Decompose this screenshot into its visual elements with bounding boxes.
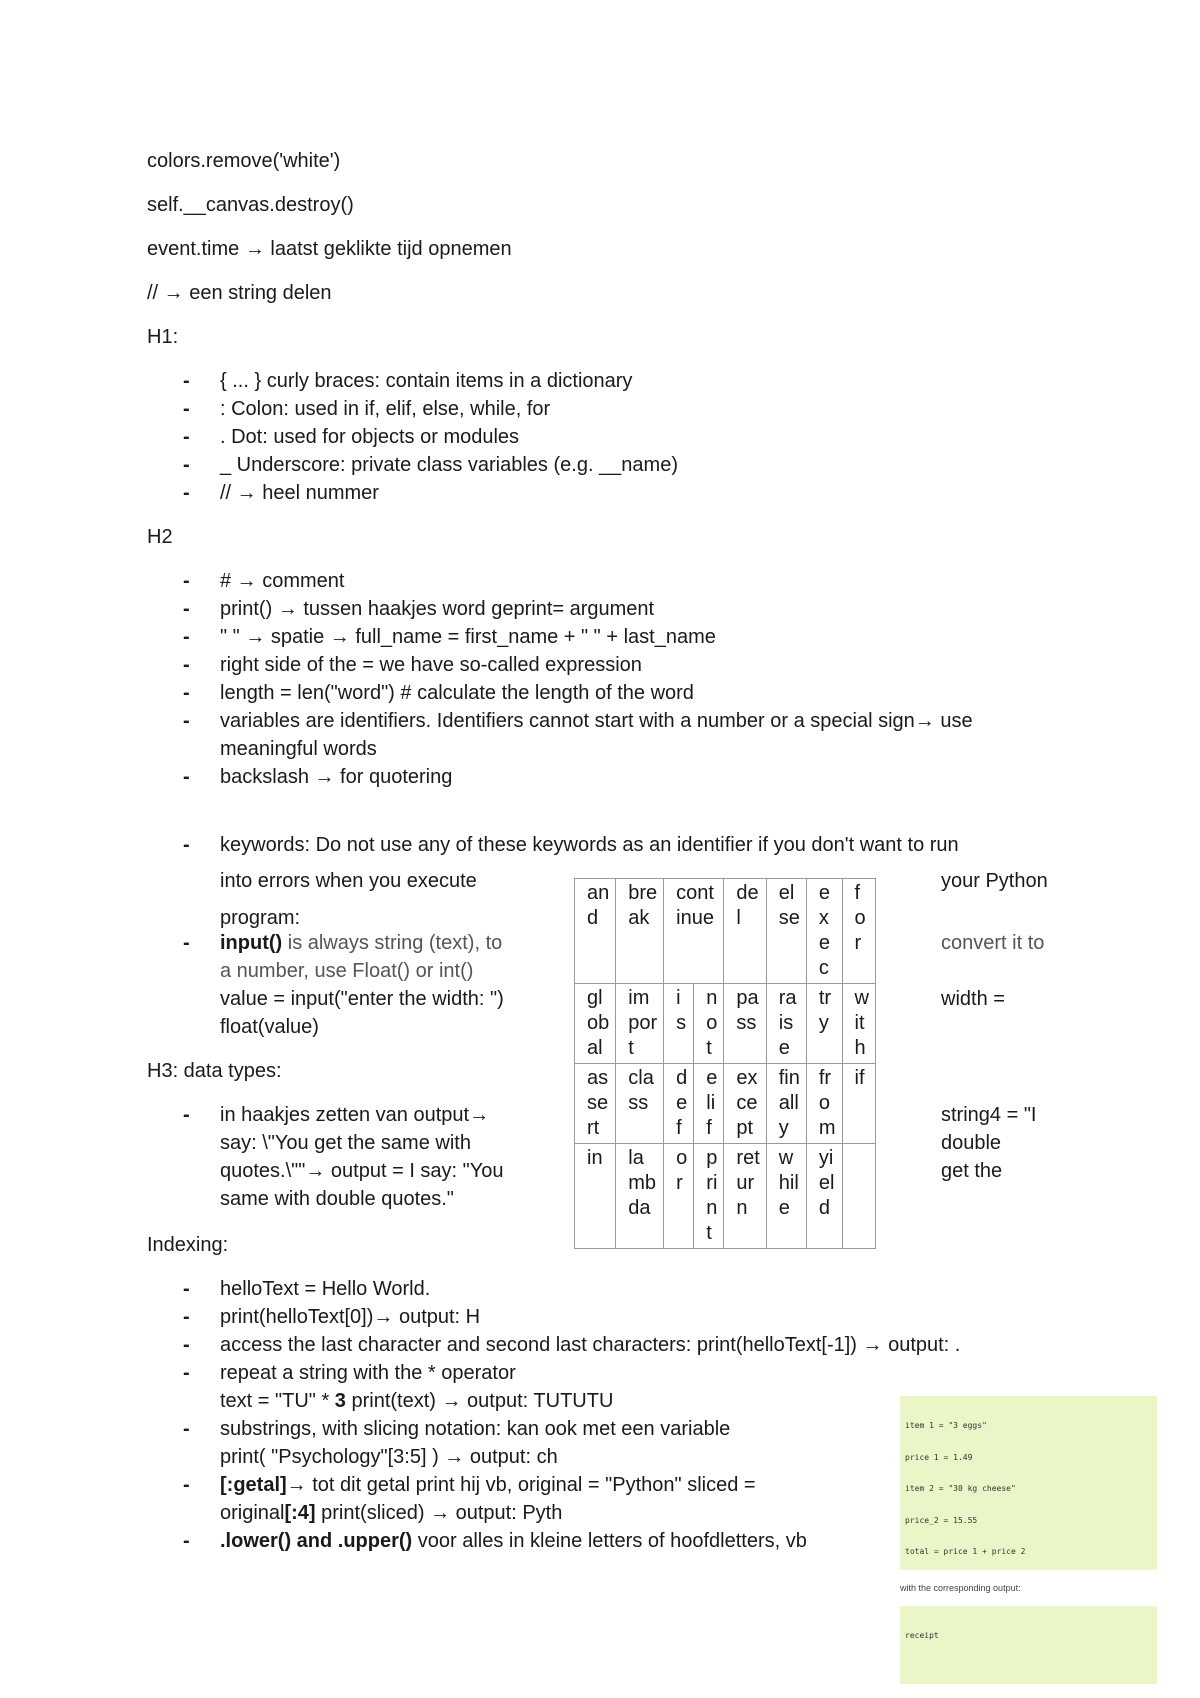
list-item <box>220 1500 562 1527</box>
text-line: colors.remove('white') <box>147 150 341 172</box>
keywords-line2-left: into errors when you execute <box>220 870 477 892</box>
code-line: total = price 1 + price 2 <box>905 1547 1026 1556</box>
table-cell: tr y <box>806 984 842 1064</box>
table-cell: ret ur n <box>724 1144 766 1249</box>
bullet: - <box>183 598 190 620</box>
text-run: repeat a string with the * operator <box>220 1362 516 1384</box>
input-bold: input() <box>220 932 283 954</box>
bullet: - <box>183 1104 190 1126</box>
bold-run: [:4] <box>284 1502 316 1524</box>
table-cell: as se rt <box>575 1064 616 1144</box>
bullet: - <box>183 766 190 788</box>
keywords-line3: program: <box>220 907 301 929</box>
h3-line3: quotes.\""→ output = I say: "You <box>220 1160 504 1182</box>
bullet: - <box>183 932 190 954</box>
text-run: print(helloText[0])→ output: H <box>220 1306 481 1328</box>
text-line: // → een string delen <box>147 282 332 304</box>
table-row <box>575 1064 876 1144</box>
keyword-table <box>574 878 876 1249</box>
input-line3: value = input("enter the width: ") <box>220 988 504 1010</box>
text-run: helloText = Hello World. <box>220 1278 431 1300</box>
table-cell: fin all y <box>766 1064 806 1144</box>
table-cell: im por t <box>616 984 664 1064</box>
table-cell: ra is e <box>766 984 806 1064</box>
h3-line1-right: string4 = "I <box>941 1104 1037 1126</box>
list-item-keywords: keywords: Do not use any of these keywords as an identifier if you don't want to run <box>220 834 959 856</box>
code-line: item 2 = "30 kg cheese" <box>905 1484 1016 1493</box>
bullet: - <box>183 654 190 676</box>
list-item: " " → spatie → full_name = first_name + " " + last_name <box>220 626 716 648</box>
bullet: - <box>183 482 190 504</box>
code-line: price_2 = 15.55 <box>905 1515 978 1525</box>
input-line1-right: convert it to <box>941 932 1045 954</box>
section-heading-h3: H3: data types: <box>147 1060 282 1082</box>
input-line1-rest: is always string (text), to <box>282 932 503 954</box>
list-item <box>220 1472 756 1499</box>
h3-line1: in haakjes zetten van output→ <box>220 1104 490 1126</box>
bullet: - <box>183 682 190 704</box>
bullet: - <box>183 426 190 448</box>
h3-line2: say: \"You get the same with <box>220 1132 471 1154</box>
list-item: backslash → for quotering <box>220 766 453 788</box>
table-cell: w it h <box>842 984 875 1064</box>
bullet: - <box>183 370 190 392</box>
bold-run: [:getal] <box>220 1474 287 1496</box>
output-line <box>905 1684 1152 1685</box>
table-cell: bre ak <box>616 879 664 984</box>
table-cell: p ri n t <box>694 1144 724 1249</box>
text-run: voor alles in kleine letters of hoofdletters, vb <box>412 1530 807 1552</box>
table-cell: pa ss <box>724 984 766 1064</box>
text-run: text = "TU" * <box>220 1390 335 1412</box>
text-run: print( "Psychology"[3:5] ) → output: ch <box>220 1446 558 1468</box>
list-item <box>220 1304 480 1331</box>
list-item-continuation: meaningful words <box>220 738 377 760</box>
h3-line4: same with double quotes." <box>220 1188 454 1210</box>
list-item: { ... } curly braces: contain items in a dictionary <box>220 370 633 392</box>
table-cell: la mb da <box>616 1144 664 1249</box>
table-cell: fr o m <box>806 1064 842 1144</box>
text-line: self.__canvas.destroy() <box>147 194 354 216</box>
bullet: - <box>183 570 190 592</box>
code-screenshot <box>900 1396 1157 1570</box>
list-item <box>220 1416 730 1443</box>
list-item: : Colon: used in if, elif, else, while, for <box>220 398 551 420</box>
table-cell: o r <box>664 1144 694 1249</box>
code-line: price 1 = 1.49 <box>905 1452 973 1462</box>
list-item: # → comment <box>220 570 345 592</box>
bold-run: 3 <box>334 1390 346 1412</box>
text-run: print(text) → output: TUTUTU <box>345 1390 614 1412</box>
table-cell: f o r <box>842 879 875 984</box>
keywords-line2-right: your Python <box>941 870 1048 892</box>
h3-line3-right: get the <box>941 1160 1003 1182</box>
table-row <box>575 1144 876 1249</box>
section-heading-h1: H1: <box>147 326 179 348</box>
list-item: right side of the = we have so-called expression <box>220 654 642 676</box>
list-item: . Dot: used for objects or modules <box>220 426 520 448</box>
table-cell: d e f <box>664 1064 694 1144</box>
table-cell: cont inue <box>664 879 724 984</box>
list-item <box>220 1444 558 1471</box>
input-line4: float(value) <box>220 1016 319 1038</box>
bullet: - <box>183 1474 190 1496</box>
bullet: - <box>183 1334 190 1356</box>
text-line: event.time → laatst geklikte tijd opnemen <box>147 238 512 260</box>
output-line: receipt <box>905 1631 939 1640</box>
list-item: print() → tussen haakjes word geprint= argument <box>220 598 655 620</box>
bullet: - <box>183 1418 190 1440</box>
table-cell: de l <box>724 879 766 984</box>
bullet: - <box>183 1362 190 1384</box>
text-run: access the last character and second last characters: print(helloText[-1]) → output: . <box>220 1334 961 1356</box>
bullet: - <box>183 626 190 648</box>
list-item-input <box>220 930 502 957</box>
bold-run: .lower() and .upper() <box>220 1530 413 1552</box>
table-cell: an d <box>575 879 616 984</box>
input-line3-right: width = <box>941 988 1005 1010</box>
text-run: → tot dit getal print hij vb, original = "Python" sliced = <box>286 1474 756 1496</box>
list-item <box>220 1388 613 1415</box>
bullet: - <box>183 1278 190 1300</box>
input-line2: a number, use Float() or int() <box>220 960 474 982</box>
bullet: - <box>183 834 190 856</box>
section-heading-h2: H2 <box>147 526 173 548</box>
list-item <box>220 1276 430 1303</box>
table-cell: e x e c <box>806 879 842 984</box>
section-heading-indexing: Indexing: <box>147 1234 229 1256</box>
bullet: - <box>183 710 190 732</box>
table-cell: cla ss <box>616 1064 664 1144</box>
table-cell: in <box>575 1144 616 1249</box>
table-cell: ex ce pt <box>724 1064 766 1144</box>
code-line: item 1 = "3 eggs" <box>905 1421 987 1430</box>
table-cell: gl ob al <box>575 984 616 1064</box>
bullet: - <box>183 1306 190 1328</box>
screenshot-caption: with the corresponding output: <box>900 1583 1021 1593</box>
table-cell: yi el d <box>806 1144 842 1249</box>
table-row <box>575 984 876 1064</box>
table-cell: if <box>842 1064 875 1144</box>
list-item <box>220 1528 807 1555</box>
list-item: // → heel nummer <box>220 482 379 504</box>
list-item: _ Underscore: private class variables (e.g. __name) <box>220 454 678 476</box>
table-cell: n o t <box>694 984 724 1064</box>
list-item <box>220 1360 516 1387</box>
text-run: print(sliced) → output: Pyth <box>315 1502 563 1524</box>
bullet: - <box>183 398 190 420</box>
table-cell: el se <box>766 879 806 984</box>
table-cell: i s <box>664 984 694 1064</box>
list-item <box>220 1332 960 1359</box>
bullet: - <box>183 1530 190 1552</box>
list-item: variables are identifiers. Identifiers cannot start with a number or a special sign→ use <box>220 710 973 732</box>
table-row <box>575 879 876 984</box>
text-run: original <box>220 1502 285 1524</box>
table-cell: e li f <box>694 1064 724 1144</box>
text-run: substrings, with slicing notation: kan ook met een variable <box>220 1418 731 1440</box>
table-cell: w hil e <box>766 1144 806 1249</box>
bullet: - <box>183 454 190 476</box>
table-cell <box>842 1144 875 1249</box>
list-item: length = len("word") # calculate the length of the word <box>220 682 694 704</box>
output-screenshot <box>900 1606 1157 1684</box>
h3-line2-right: double <box>941 1132 1002 1154</box>
